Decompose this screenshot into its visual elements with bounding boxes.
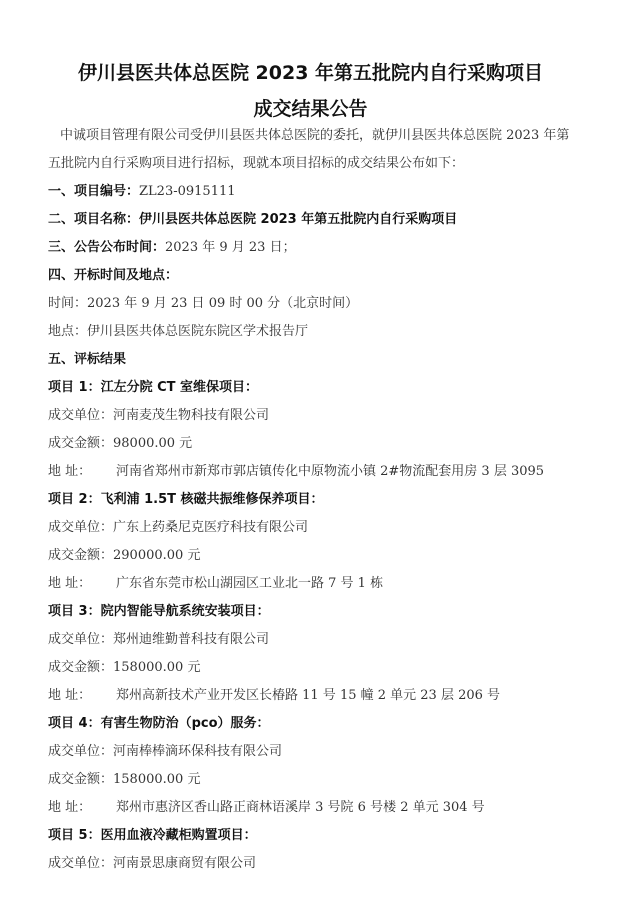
- bid-place-line: 地点：伊川县医共体总医院东院区学术报告厅: [48, 324, 309, 339]
- amount-label: 成交金额：: [48, 548, 114, 563]
- project-1-heading: 项目 1：江左分院 CT 室维保项目：: [48, 380, 259, 395]
- address-label: 地 址：: [48, 464, 92, 479]
- project-5-unit: 河南景思康商贸有限公司: [113, 856, 257, 871]
- amount-label: 成交金额：: [48, 660, 114, 675]
- project-4-address: 郑州市惠济区香山路正商林语溪岸 3 号院 6 号楼 2 单元 304 号: [116, 800, 485, 815]
- project-4-amount: 158000.00 元: [113, 772, 201, 787]
- project-3-address-row: [48, 688, 500, 704]
- project-4-unit-row: [48, 744, 282, 760]
- unit-label: 成交单位：: [48, 520, 114, 535]
- document-title-line1: 伊川县医共体总医院 2023 年第五批院内自行采购项目: [77, 62, 544, 84]
- amount-label: 成交金额：: [48, 436, 114, 451]
- project-3-heading: 项目 3：院内智能导航系统安装项目：: [48, 604, 270, 619]
- bid-time-place-heading: 四、开标时间及地点：: [48, 268, 179, 283]
- project-1-address: 河南省郑州市新郑市郭店镇传化中原物流小镇 2#物流配套用房 3 层 3095: [116, 464, 545, 479]
- address-label: 地 址：: [48, 800, 92, 815]
- project-1-amount: 98000.00 元: [113, 436, 193, 451]
- project-3-amount-row: [48, 660, 200, 676]
- project-1-unit: 河南麦茂生物科技有限公司: [113, 408, 270, 423]
- project-2-amount: 290000.00 元: [113, 548, 201, 563]
- project-3-unit-row: [48, 632, 269, 648]
- address-label: 地 址：: [48, 688, 92, 703]
- document-title-line2: 成交结果公告: [253, 98, 368, 120]
- unit-label: 成交单位：: [48, 408, 114, 423]
- project-4-address-row: [48, 800, 485, 816]
- project-1-amount-row: [48, 436, 192, 452]
- address-label: 地 址：: [48, 576, 92, 591]
- unit-label: 成交单位：: [48, 632, 114, 647]
- intro-paragraph-line1: 中诚项目管理有限公司受伊川县医共体总医院的委托，就伊川县医共体总医院 2023 年第: [60, 128, 570, 143]
- project-2-heading: 项目 2：飞利浦 1.5T 核磁共振维修保养项目：: [48, 492, 324, 507]
- unit-label: 成交单位：: [48, 744, 114, 759]
- project-4-amount-row: [48, 772, 200, 788]
- project-4-heading: 项目 4：有害生物防治（pco）服务：: [48, 716, 270, 731]
- project-4-unit: 河南棒棒滴环保科技有限公司: [113, 744, 283, 759]
- project-number-label: 一、项目编号：: [48, 184, 140, 199]
- project-number-value: ZL23-0915111: [139, 184, 236, 199]
- announce-date-value: 2023 年 9 月 23 日；: [165, 240, 296, 255]
- project-2-address-row: [48, 576, 383, 592]
- project-5-heading: 项目 5：医用血液冷藏柜购置项目：: [48, 828, 257, 843]
- amount-label: 成交金额：: [48, 772, 114, 787]
- project-1-unit-row: [48, 408, 269, 424]
- bid-time-line: 时间：2023 年 9 月 23 日 09 时 00 分（北京时间）: [48, 296, 359, 311]
- project-name-value: 伊川县医共体总医院 2023 年第五批院内自行采购项目: [139, 212, 458, 227]
- project-name-row: [48, 212, 457, 228]
- announce-date-row: [48, 240, 296, 256]
- evaluation-result-heading: 五、评标结果: [48, 352, 127, 367]
- project-3-address: 郑州高新技术产业开发区长椿路 11 号 15 幢 2 单元 23 层 206 号: [116, 688, 501, 703]
- project-5-unit-row: [48, 856, 256, 872]
- project-2-address: 广东省东莞市松山湖园区工业北一路 7 号 1 栋: [116, 576, 384, 591]
- project-name-label: 二、项目名称：: [48, 212, 140, 227]
- project-3-amount: 158000.00 元: [113, 660, 201, 675]
- project-3-unit: 郑州迪维勤普科技有限公司: [113, 632, 270, 647]
- project-number-row: [48, 184, 236, 200]
- project-1-address-row: [48, 464, 544, 480]
- project-2-amount-row: [48, 548, 200, 564]
- project-2-unit: 广东上药桑尼克医疗科技有限公司: [113, 520, 309, 535]
- unit-label: 成交单位：: [48, 856, 114, 871]
- project-2-unit-row: [48, 520, 308, 536]
- intro-paragraph-line2: 五批院内自行采购项目进行招标，现就本项目招标的成交结果公布如下：: [48, 156, 465, 171]
- announce-date-label: 三、公告公布时间：: [48, 240, 166, 255]
